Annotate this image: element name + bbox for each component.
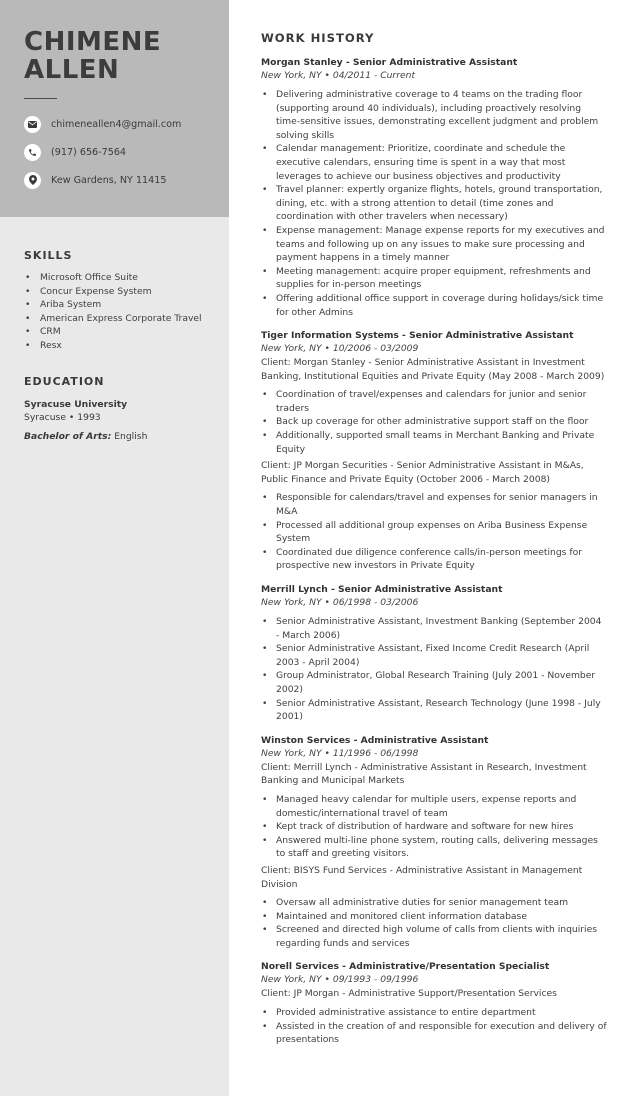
job-duties-list <box>261 896 607 950</box>
phone-text: (917) 656-7564 <box>51 146 127 158</box>
job-client: Client: Merrill Lynch - Administrative Assistant in Research, Investment Banking and Municipal Markets <box>261 761 587 787</box>
job-duty: • Travel planner: expertly organize flights, hotels, ground transportation, dining, etc. with a strong attention to detail (time zones and coordination with other travelers when necessary) <box>261 183 607 224</box>
job-location-dates: New York, NY • 11/1996 - 06/1998 <box>261 747 419 759</box>
job-duty: • Delivering administrative coverage to 4 teams on the trading floor (supporting around 40 individuals), including proactively resolving time-sensitive issues, demonstrating excellent judgment and problem solving skills <box>261 88 607 142</box>
job-client: Client: Morgan Stanley - Senior Administrative Assistant in Investment Banking, Institutional Equities and Private Equity (May 2008 - March 2009) <box>261 357 605 382</box>
skill-item: • Ariba System <box>24 298 205 312</box>
job-duty: • Back up coverage for other administrative support staff on the floor <box>261 415 607 429</box>
job-entry <box>261 56 607 319</box>
job-title: Winston Services - Administrative Assistant <box>261 734 489 746</box>
job-duties-list <box>261 88 607 319</box>
main-content <box>261 0 607 1057</box>
email-link[interactable]: chimeneallen4@gmail.com <box>51 118 182 130</box>
job-duty: • Assisted in the creation of and responsible for execution and delivery of presentations <box>261 1020 607 1047</box>
skill-item: • Resx <box>24 339 205 353</box>
email-icon <box>24 116 41 133</box>
job-duty: • Expense management: Manage expense reports for my executives and teams and following up on any issues to make sure processing and payment happens in a timely manner <box>261 224 607 265</box>
job-duty: • Senior Administrative Assistant, Research Technology (June 1998 - July 2001) <box>261 697 607 724</box>
job-entry <box>261 583 607 724</box>
education-section <box>0 375 229 443</box>
job-location-dates: New York, NY • 06/1998 - 03/2006 <box>261 597 419 608</box>
job-duties-list <box>261 1006 607 1047</box>
job-client: Client: BISYS Fund Services - Administrative Assistant in Management Division <box>261 864 583 890</box>
job-duties-list <box>261 491 607 573</box>
job-duties-list <box>261 793 607 861</box>
job-duty: • Offering additional office support in coverage during holidays/sick time for other Admins <box>261 292 607 319</box>
contact-phone <box>24 143 205 161</box>
job-duties-list <box>261 615 607 724</box>
degree-field: English <box>111 430 148 442</box>
skill-item: • CRM <box>24 325 205 339</box>
job-title: Merrill Lynch - Senior Administrative Assistant <box>261 584 503 595</box>
job-location-dates: New York, NY • 10/2006 - 03/2009 <box>261 343 419 355</box>
skill-item: • Microsoft Office Suite <box>24 271 205 285</box>
job-duty: • Oversaw all administrative duties for senior management team <box>261 896 607 910</box>
contact-location <box>24 171 205 189</box>
education-degree <box>24 430 205 443</box>
skills-section <box>0 249 229 353</box>
job-location-dates: New York, NY • 09/1993 - 09/1996 <box>261 974 419 986</box>
phone-icon <box>24 144 41 161</box>
job-duty: • Maintained and monitored client information database <box>261 910 607 924</box>
job-duty: • Senior Administrative Assistant, Fixed Income Credit Research (April 2003 - April 2004) <box>261 642 607 669</box>
header-block <box>0 0 229 217</box>
job-client: Client: JP Morgan Securities - Senior Administrative Assistant in M&As, Public Finance and Private Equity (October 2006 - March 2008) <box>261 460 584 485</box>
job-client: Client: JP Morgan - Administrative Support/Presentation Services <box>261 988 557 1000</box>
job-title: Tiger Information Systems - Senior Administrative Assistant <box>261 330 574 342</box>
skill-item: • American Express Corporate Travel <box>24 312 205 326</box>
skill-item: • Concur Expense System <box>24 285 205 299</box>
sidebar <box>0 0 229 1096</box>
last-name: ALLEN <box>24 55 120 85</box>
name-divider <box>24 98 57 99</box>
job-entry <box>261 734 607 951</box>
degree-label: Bachelor of Arts: <box>24 430 112 442</box>
job-entry <box>261 960 607 1046</box>
job-duty: • Meeting management: acquire proper equipment, refreshments and supplies for in-person meetings <box>261 265 607 292</box>
job-duty: • Managed heavy calendar for multiple users, expense reports and domestic/international travel of team <box>261 793 607 820</box>
job-duty: • Senior Administrative Assistant, Investment Banking (September 2004 - March 2006) <box>261 615 607 642</box>
candidate-name <box>24 28 205 84</box>
job-duty: • Calendar management: Prioritize, coordinate and schedule the executive calendars, ensuring time is spent in a way that most leverages to achieve our business objectives and productivity <box>261 142 607 183</box>
job-duty: • Provided administrative assistance to entire department <box>261 1006 607 1020</box>
job-duty: • Answered multi-line phone system, routing calls, delivering messages to staff and greeting visitors. <box>261 834 607 861</box>
location-text: Kew Gardens, NY 11415 <box>51 174 167 186</box>
job-duty: • Screened and directed high volume of calls from clients with inquiries regarding funds and services <box>261 923 607 950</box>
job-duty: • Kept track of distribution of hardware and software for new hires <box>261 820 607 834</box>
job-duty: • Coordination of travel/expenses and calendars for junior and senior traders <box>261 388 607 415</box>
skills-list <box>24 271 205 353</box>
job-entry <box>261 329 607 573</box>
contact-email <box>24 115 205 133</box>
education-location-year: Syracuse • 1993 <box>24 411 101 423</box>
work-history-list <box>261 56 607 1047</box>
education-heading: EDUCATION <box>24 374 105 388</box>
job-duties-list <box>261 388 607 456</box>
work-history-heading: WORK HISTORY <box>261 31 375 45</box>
job-title: Morgan Stanley - Senior Administrative Assistant <box>261 57 518 68</box>
first-name: CHIMENE <box>24 27 162 57</box>
location-pin-icon <box>24 172 41 189</box>
job-duty: • Coordinated due diligence conference calls/in-person meetings for prospective new investors in Private Equity <box>261 546 607 573</box>
job-title: Norell Services - Administrative/Presentation Specialist <box>261 961 550 973</box>
education-school: Syracuse University <box>24 398 128 410</box>
job-duty: • Additionally, supported small teams in Merchant Banking and Private Equity <box>261 429 607 456</box>
job-location-dates: New York, NY • 04/2011 - Current <box>261 70 416 81</box>
job-duty: • Responsible for calendars/travel and expenses for senior managers in M&A <box>261 491 607 518</box>
job-duty: • Processed all additional group expenses on Ariba Business Expense System <box>261 519 607 546</box>
job-duty: • Group Administrator, Global Research Training (July 2001 - November 2002) <box>261 669 607 696</box>
skills-heading: SKILLS <box>24 249 73 262</box>
